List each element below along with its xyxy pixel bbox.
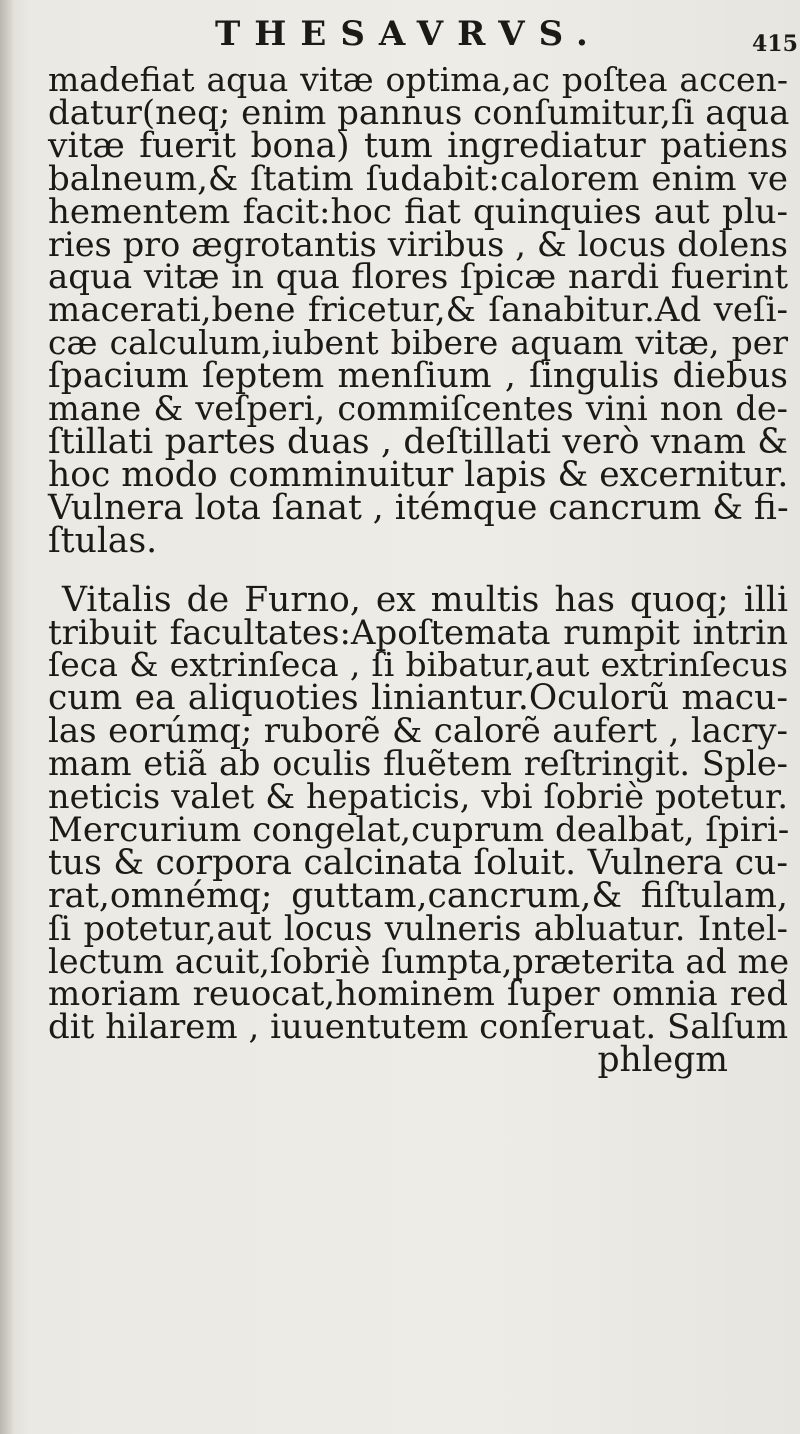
text-line: mane & veſperi, commiſcentes vini non de- [48, 389, 788, 429]
text-line: datur(neq; enim pannus conſumitur,ſi aqua [48, 92, 790, 133]
paragraph-1 [48, 60, 790, 561]
text-line: cum ea aliquoties liniantur.Oculorũ macu- [48, 678, 788, 719]
text-line: las eorúmq; ruborẽ & calorẽ aufert , lacry- [48, 711, 788, 752]
text-line: Vulnera lota ſanat , itémque cancrum & fi- [48, 487, 789, 528]
text-line: hementem facit:hoc fiat quinquies aut plu- [48, 191, 788, 232]
text-line: balneum,& ſtatim ſudabit:calorem enim ve [48, 158, 788, 199]
text-line: ſpacium ſeptem menſium , ſingulis diebus [48, 356, 788, 397]
text-line: mam etiã ab oculis fluẽtem reſtringit. Sple- [48, 744, 788, 784]
text-line: Vitalis de Furno, ex multis has quoq; illi [62, 579, 788, 620]
text-line: madefiat aqua vitæ optima,ac poſtea accen- [48, 60, 788, 99]
text-line: vitæ fuerit bona) tum ingrediatur patiens [48, 125, 788, 166]
page-number: 415 [752, 31, 798, 57]
catchword: phlegm [597, 1040, 728, 1081]
text-line: rat,omnémq; guttam,cancrum,& fiſtulam, [48, 875, 788, 916]
text-line: ſtulas. [48, 520, 158, 561]
text-line: dit hilarem , iuuentutem conſeruat. Salſum [48, 1007, 789, 1048]
text-block [48, 60, 790, 1081]
text-line: ſi potetur,aut locus vulneris abluatur. Intel- [48, 908, 788, 948]
running-title: THESAVRVS. [215, 14, 602, 54]
text-line: ſeca & extrinſeca , ſi bibatur,aut extrinſecus [48, 645, 788, 685]
paragraph-2 [48, 579, 790, 1081]
text-line: hoc modo comminuitur lapis & excernitur. [48, 454, 789, 495]
spine-shadow [0, 0, 14, 1434]
text-line: ſtillati partes duas , deſtillati verò vnam & [48, 421, 788, 462]
text-line: tribuit facultates:Apoſtemata rumpit intrin [48, 612, 788, 653]
text-line: moriam reuocat,hominem ſuper omnia red [48, 974, 788, 1015]
text-line: cæ calculum,iubent bibere aquam vitæ, per [48, 323, 788, 363]
text-line: Mercurium congelat,cuprum dealbat, ſpiri- [48, 809, 790, 850]
text-line: neticis valet & hepaticis, vbi ſobriè potetur. [48, 777, 788, 817]
text-line: tus & corpora calcinata ſoluit. Vulnera cu- [48, 842, 788, 883]
running-head [0, 14, 800, 57]
text-line: ries pro ægrotantis viribus , & locus dolens [48, 224, 788, 264]
text-line: aqua vitæ in qua flores ſpicæ nardi fuerint [48, 257, 788, 298]
text-line: lectum acuit,ſobriè ſumpta,præterita ad me [48, 941, 790, 981]
text-line: macerati,bene fricetur,& ſanabitur.Ad veſi- [48, 290, 788, 331]
